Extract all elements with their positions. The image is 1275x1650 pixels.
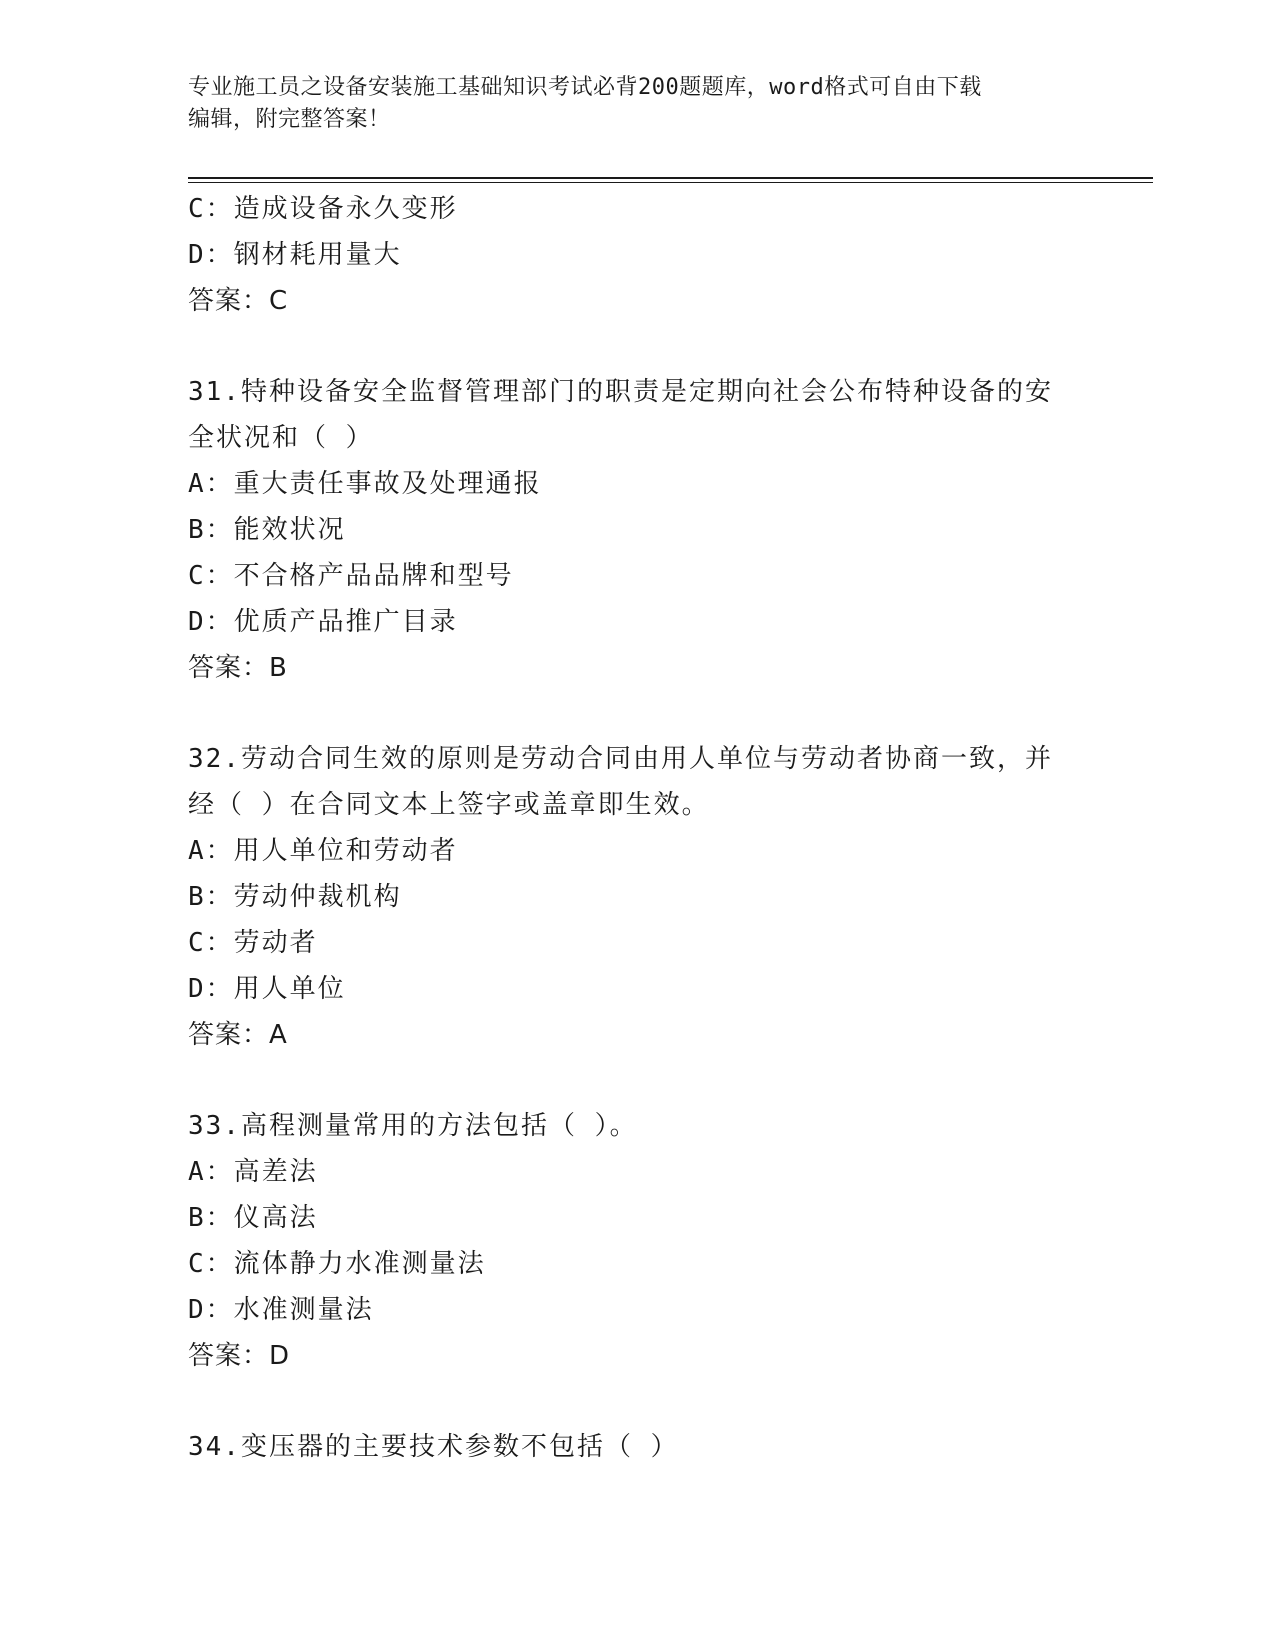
page-header <box>188 72 1068 136</box>
option-d: D：优质产品推广目录 <box>188 607 458 637</box>
question-list <box>188 186 1088 1470</box>
option-d: D：用人单位 <box>188 974 346 1004</box>
question-stem: 31.特种设备安全监督管理部门的职责是定期向社会公布特种设备的安 <box>188 377 1053 407</box>
question-stem: 全状况和（ ） <box>188 423 374 453</box>
option-a: A：用人单位和劳动者 <box>188 836 458 866</box>
answer-line: 答案：C <box>188 286 289 316</box>
header-line-1: 专业施工员之设备安装施工基础知识考试必背200题题库，word格式可自由下载 <box>188 75 982 100</box>
option-a: A：高差法 <box>188 1157 318 1187</box>
header-divider-thick <box>188 177 1153 179</box>
question-stem: 34.变压器的主要技术参数不包括（ ） <box>188 1432 679 1462</box>
option-b: B：能效状况 <box>188 515 346 545</box>
answer-line: 答案：B <box>188 653 288 683</box>
spacer <box>188 324 1088 369</box>
option-c: C：不合格产品品牌和型号 <box>188 561 514 591</box>
spacer <box>188 691 1088 736</box>
option-c: C：造成设备永久变形 <box>188 194 458 224</box>
question-block-33 <box>188 1103 1088 1379</box>
header-line-2: 编辑，附完整答案！ <box>188 107 391 132</box>
question-block-31 <box>188 369 1088 691</box>
option-d: D：钢材耗用量大 <box>188 240 402 270</box>
option-c: C：流体静力水准测量法 <box>188 1249 486 1279</box>
option-b: B：仪高法 <box>188 1203 318 1233</box>
option-a: A：重大责任事故及处理通报 <box>188 469 542 499</box>
question-stem: 33.高程测量常用的方法包括（ ）。 <box>188 1111 638 1141</box>
question-block-32 <box>188 736 1088 1058</box>
question-stem: 32.劳动合同生效的原则是劳动合同由用人单位与劳动者协商一致，并 <box>188 744 1053 774</box>
question-stem: 经（ ）在合同文本上签字或盖章即生效。 <box>188 790 710 820</box>
spacer <box>188 1379 1088 1424</box>
question-block-34 <box>188 1424 1088 1470</box>
option-c: C：劳动者 <box>188 928 318 958</box>
answer-line: 答案：D <box>188 1341 291 1371</box>
answer-line: 答案：A <box>188 1020 288 1050</box>
option-d: D：水准测量法 <box>188 1295 374 1325</box>
spacer <box>188 1058 1088 1103</box>
header-divider-thin <box>188 182 1153 183</box>
option-b: B：劳动仲裁机构 <box>188 882 402 912</box>
question-block-prev <box>188 186 1088 324</box>
